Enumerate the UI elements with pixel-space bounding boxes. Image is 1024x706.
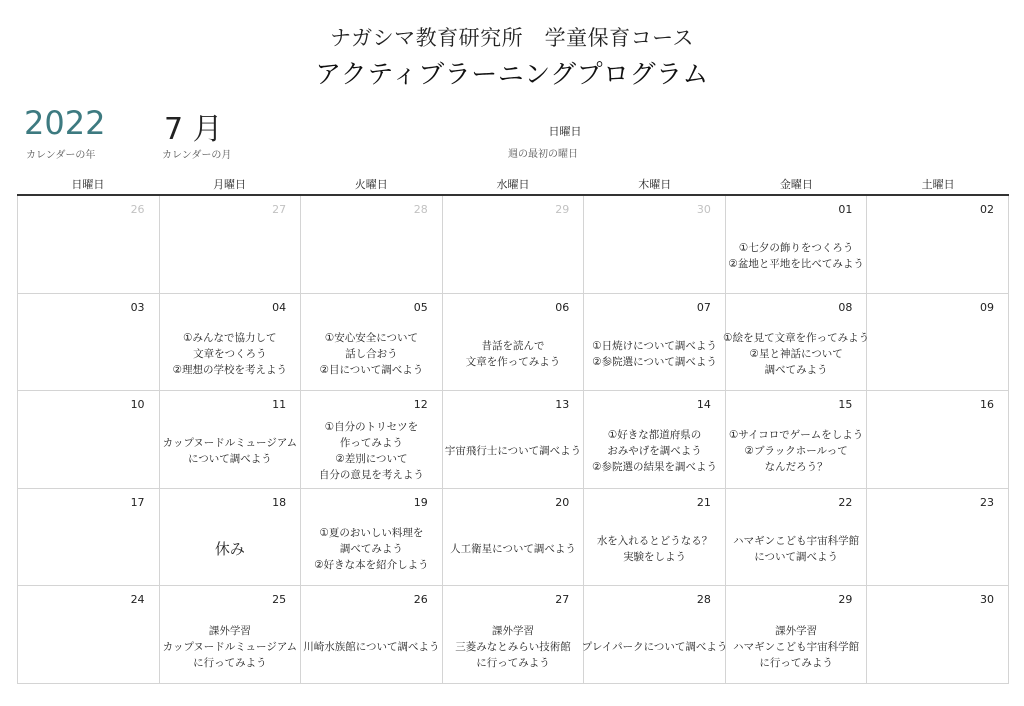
- calendar-day-cell: [584, 489, 726, 587]
- day-number: 29: [838, 593, 853, 607]
- weekday-header: 金曜日: [779, 178, 813, 191]
- day-number: 23: [979, 495, 994, 509]
- activity-line: ①自分のトリセツを: [324, 421, 419, 434]
- day-number: 14: [696, 398, 711, 412]
- calendar-day-cell: [726, 586, 868, 684]
- day-activity: [726, 224, 867, 289]
- day-number: 29: [555, 203, 570, 216]
- activity-line: 休み: [214, 540, 245, 559]
- activity-line: ①絵を見て文章を作ってみよう: [723, 331, 870, 344]
- day-number: 26: [413, 593, 428, 607]
- day-number: 24: [130, 593, 145, 607]
- weekday-header-row: [17, 178, 1009, 196]
- day-number: 28: [413, 203, 428, 216]
- activity-line: について調べよう: [754, 551, 839, 564]
- day-number: 19: [413, 495, 428, 509]
- activity-line: カップヌードルミュージアム: [162, 437, 298, 450]
- day-number: 12: [413, 398, 428, 412]
- activity-line: ②差別について: [335, 453, 408, 466]
- day-number: 16: [979, 398, 994, 412]
- activity-line: について調べよう: [187, 453, 272, 466]
- calendar-day-cell: [443, 489, 585, 587]
- activity-line: ハマギンこども宇宙科学館: [733, 535, 860, 548]
- calendar-month: 7 月: [164, 112, 223, 147]
- day-activity: [726, 614, 867, 679]
- activity-line: ①好きな都道府県の: [607, 429, 702, 442]
- day-activity: [723, 322, 870, 387]
- activity-line: ①七夕の飾りをつくろう: [738, 242, 854, 255]
- activity-line: 話し合おう: [345, 347, 398, 360]
- activity-line: 課外学習: [491, 624, 534, 637]
- activity-line: に行ってみよう: [759, 656, 833, 669]
- weekday-header: 月曜日: [213, 178, 247, 191]
- calendar-day-cell: [160, 196, 302, 294]
- day-number: 18: [272, 495, 287, 509]
- day-activity: [584, 517, 725, 582]
- activity-line: ②参院選の結果を調べよう: [592, 461, 718, 474]
- calendar-day-cell: [301, 391, 443, 489]
- weekday-header: 土曜日: [921, 178, 955, 191]
- weekday-header: 木曜日: [638, 178, 672, 191]
- day-number: 01: [838, 203, 853, 216]
- day-activity: [160, 322, 301, 387]
- calendar-grid: [17, 196, 1009, 684]
- activity-line: ②星と神話について: [749, 347, 843, 360]
- activity-line: ②参院選について調べよう: [592, 355, 717, 368]
- day-number: 21: [696, 495, 711, 509]
- day-number: 26: [130, 203, 145, 216]
- week-start-caption: 週の最初の曜日: [508, 149, 578, 160]
- day-activity: [581, 614, 728, 679]
- calendar-day-cell: [726, 391, 868, 489]
- day-number: 02: [979, 203, 994, 216]
- calendar-day-cell: [18, 294, 160, 392]
- activity-line: ①サイコロでゲームをしよう: [729, 429, 864, 442]
- activity-line: 課外学習: [208, 624, 251, 637]
- day-activity: [443, 517, 584, 582]
- calendar-day-cell: [160, 586, 302, 684]
- activity-line: に行ってみよう: [193, 656, 267, 669]
- activity-line: プレイパークについて調べよう: [581, 640, 728, 653]
- calendar-day-cell: [723, 294, 870, 392]
- calendar-day-cell: [726, 196, 868, 294]
- day-number: 28: [696, 593, 711, 607]
- activity-line: ②理想の学校を考えよう: [172, 363, 288, 376]
- day-activity: [443, 419, 584, 484]
- calendar-day-cell: [301, 586, 443, 684]
- activity-line: 調べてみよう: [764, 363, 828, 376]
- activity-line: ①日焼けについて調べよう: [592, 339, 717, 352]
- week-start-day: 日曜日: [548, 125, 582, 138]
- calendar-day-cell: [584, 294, 726, 392]
- weekday-header: 火曜日: [354, 178, 388, 191]
- day-number: 08: [838, 300, 853, 314]
- day-activity: [301, 614, 442, 679]
- activity-line: 文章をつくろう: [193, 347, 267, 360]
- weekday-header: 日曜日: [71, 178, 105, 191]
- day-number: 20: [555, 495, 570, 509]
- day-activity: [584, 322, 725, 387]
- activity-line: なんだろう？: [764, 461, 828, 474]
- activity-line: ハマギンこども宇宙科学館: [733, 640, 860, 653]
- activity-line: 実験をしよう: [623, 551, 687, 564]
- calendar-day-cell: [18, 391, 160, 489]
- calendar-day-cell: [18, 586, 160, 684]
- calendar-day-cell: [584, 391, 726, 489]
- calendar-day-cell: [160, 391, 302, 489]
- page-subtitle: ナガシマ教育研究所 学童保育コース: [329, 26, 695, 50]
- day-number: 11: [272, 398, 287, 412]
- calendar-month-caption: カレンダーの月: [162, 150, 232, 161]
- day-activity: [726, 517, 867, 582]
- calendar: [17, 178, 1009, 684]
- day-activity: [584, 419, 725, 484]
- activity-line: ②好きな本を紹介しよう: [314, 559, 429, 572]
- day-activity: [301, 517, 442, 582]
- day-activity: [160, 419, 301, 484]
- day-number: 10: [130, 398, 145, 412]
- day-number: 05: [413, 300, 428, 314]
- calendar-day-cell: [867, 196, 1009, 294]
- activity-line: ①安心安全について: [324, 331, 419, 344]
- calendar-day-cell: [443, 294, 585, 392]
- calendar-day-cell: [867, 391, 1009, 489]
- calendar-day-cell: [160, 489, 302, 587]
- day-number: 30: [696, 203, 711, 216]
- calendar-day-cell: [443, 196, 585, 294]
- activity-line: ②ブラックホールって: [744, 445, 848, 458]
- calendar-day-cell: [867, 586, 1009, 684]
- day-number: 25: [272, 593, 287, 607]
- day-activity: [301, 419, 442, 484]
- day-number: 13: [555, 398, 570, 412]
- weekday-header: 水曜日: [496, 178, 530, 191]
- day-activity: [443, 614, 584, 679]
- calendar-day-cell: [584, 196, 726, 294]
- calendar-day-cell: [867, 294, 1009, 392]
- activity-line: カップヌードルミュージアム: [162, 640, 298, 653]
- activity-line: 昔話を読んで: [481, 339, 545, 352]
- day-activity: [160, 614, 301, 679]
- day-number: 27: [272, 203, 287, 216]
- activity-line: ②盆地と平地を比べてみよう: [728, 258, 864, 271]
- activity-line: ①夏のおいしい料理を: [319, 527, 424, 540]
- calendar-day-cell: [581, 586, 728, 684]
- activity-line: 自分の意見を考えよう: [318, 469, 424, 482]
- activity-line: 川崎水族館について調べよう: [303, 640, 440, 653]
- day-number: 06: [555, 300, 570, 314]
- day-number: 03: [130, 300, 145, 314]
- calendar-day-cell: [443, 391, 585, 489]
- calendar-year: 2022: [24, 104, 106, 142]
- activity-line: 文章を作ってみよう: [465, 355, 561, 368]
- activity-line: 作ってみよう: [339, 437, 403, 450]
- calendar-year-caption: カレンダーの年: [26, 150, 96, 161]
- calendar-day-cell: [301, 489, 443, 587]
- activity-line: 調べてみよう: [339, 543, 403, 556]
- calendar-day-cell: [18, 489, 160, 587]
- calendar-day-cell: [301, 294, 443, 392]
- day-activity: [160, 517, 301, 582]
- calendar-day-cell: [301, 196, 443, 294]
- activity-line: ①みんなで協力して: [183, 331, 277, 344]
- day-number: 27: [555, 593, 570, 607]
- day-number: 17: [130, 495, 145, 509]
- day-activity: [443, 322, 584, 387]
- activity-line: 課外学習: [775, 624, 818, 637]
- calendar-day-cell: [726, 489, 868, 587]
- activity-line: 人工衛星について調べよう: [450, 543, 576, 556]
- page-title: アクティブラーニングプログラム: [315, 60, 709, 90]
- day-number: 07: [696, 300, 711, 314]
- activity-line: ②目について調べよう: [319, 363, 424, 376]
- day-number: 22: [838, 495, 853, 509]
- activity-line: おみやげを調べよう: [607, 445, 702, 458]
- day-number: 30: [979, 593, 994, 607]
- activity-line: 三菱みなとみらい技術館: [455, 640, 571, 653]
- day-number: 09: [979, 300, 994, 314]
- activity-line: に行ってみよう: [476, 656, 550, 669]
- day-number: 04: [272, 300, 287, 314]
- calendar-day-cell: [443, 586, 585, 684]
- calendar-day-cell: [160, 294, 302, 392]
- activity-line: 水を入れるとどうなる？: [596, 535, 713, 548]
- calendar-day-cell: [18, 196, 160, 294]
- calendar-day-cell: [867, 489, 1009, 587]
- day-activity: [726, 419, 867, 484]
- day-activity: [301, 322, 442, 387]
- day-number: 15: [838, 398, 853, 412]
- activity-line: 宇宙飛行士について調べよう: [444, 445, 582, 458]
